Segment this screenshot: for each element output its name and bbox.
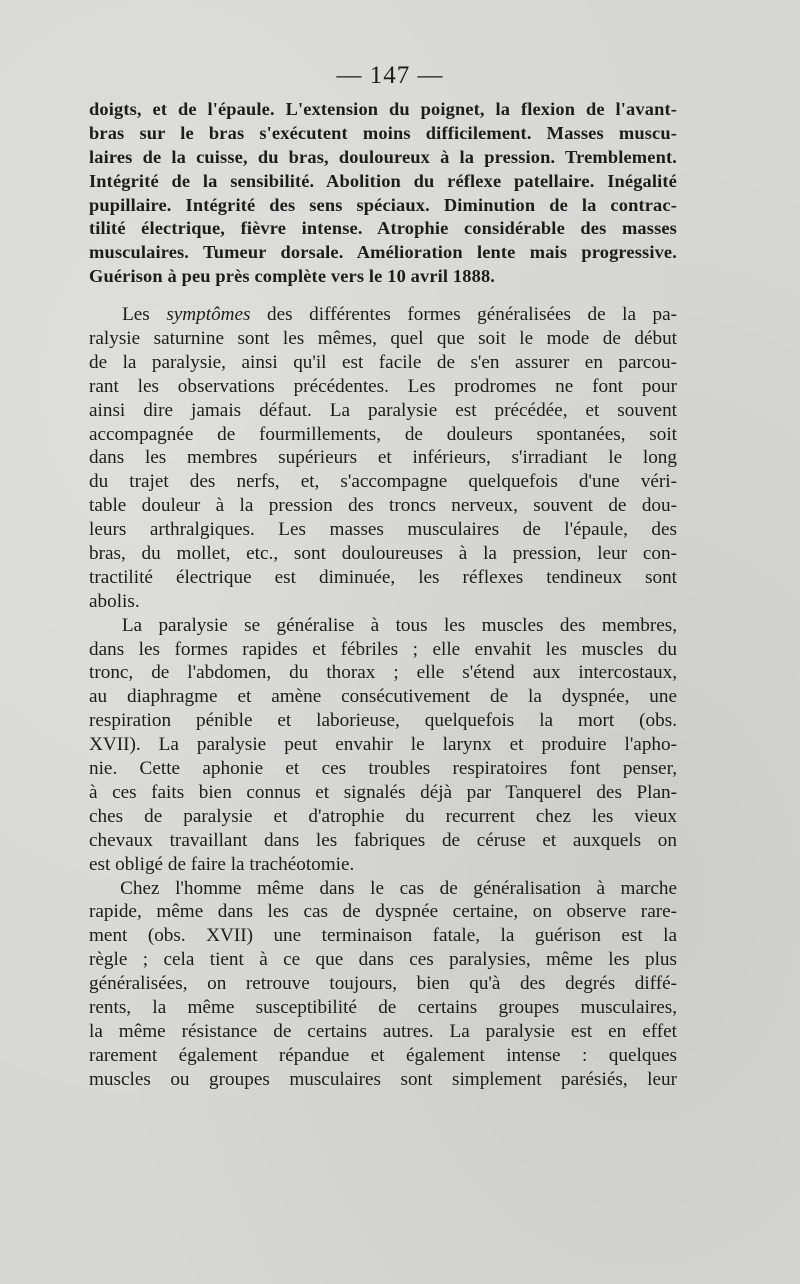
text-line: dans les membres supérieurs et inférieurs, s'irradiant le long — [89, 447, 677, 469]
text-line: du trajet des nerfs, et, s'accompagne quelquefois d'une véri- — [89, 471, 677, 493]
page-number: — 147 — — [336, 62, 444, 89]
text-line: rapide, même dans les cas de dyspnée certaine, on observe rare- — [89, 901, 677, 923]
text-line: tractilité électrique est diminuée, les réflexes tendineux sont — [89, 566, 677, 588]
generalisation-paragraph — [89, 614, 677, 877]
text-line: règle ; cela tient à ce que dans ces paralysies, même les plus — [89, 949, 677, 971]
text-line — [89, 303, 677, 327]
outcome-paragraph — [89, 877, 677, 1092]
text-line: chevaux travaillant dans les fabriques de céruse et auxquels on — [89, 829, 677, 851]
text-line: rarement également répandue et également intense : quelques — [89, 1044, 677, 1066]
text-line — [89, 877, 677, 901]
text-line: ches de paralysie et d'atrophie du recurrent chez les vieux — [89, 805, 677, 827]
text-line: au diaphragme et amène consécutivement de la dyspnée, une — [89, 686, 677, 708]
lead-word: Les — [122, 304, 150, 326]
text-line: de la paralysie, ainsi qu'il est facile de s'en assurer en parcou- — [89, 351, 677, 373]
text-line: la même résistance de certains autres. La paralysie est en effet — [89, 1020, 677, 1042]
text-line: musculaires. Tumeur dorsale. Amélioration lente mais progressive. — [89, 242, 677, 263]
text-line: à ces faits bien connus et signalés déjà par Tanquerel des Plan- — [89, 781, 677, 803]
text-line: laires de la cuisse, du bras, douloureux à la pression. Tremblement. — [89, 146, 677, 167]
observation-paragraph — [89, 98, 677, 289]
text-line: doigts, et de l'épaule. L'extension du poignet, la flexion de l'avant- — [89, 99, 677, 119]
text-line: table douleur à la pression des troncs nerveux, souvent de dou- — [89, 495, 677, 517]
text-line: XVII). La paralysie peut envahir le larynx et produire l'apho- — [89, 734, 677, 756]
text-line: abolis. — [89, 590, 140, 612]
text-line: tronc, de l'abdomen, du thorax ; elle s'étend aux intercostaux, — [89, 662, 677, 684]
text-line: Intégrité de la sensibilité. Abolition du réflexe patellaire. Inégalité — [89, 170, 677, 191]
line-rest: des différentes formes généralisées de la pa- — [267, 304, 677, 326]
text-line: ainsi dire jamais défaut. La paralysie est précédée, et souvent — [89, 399, 677, 421]
emphasized-word: symptômes — [166, 304, 251, 326]
line-rest: La paralysie se généralise à tous les muscles des membres, — [121, 614, 677, 636]
text-line: pupillaire. Intégrité des sens spéciaux. Diminution de la contrac- — [89, 194, 677, 215]
symptoms-paragraph — [89, 303, 677, 614]
text-line: est obligé de faire la trachéotomie. — [89, 853, 355, 875]
text-line: bras, du mollet, etc., sont douloureuses à la pression, leur con- — [89, 543, 677, 565]
text-line: ment (obs. XVII) une terminaison fatale, la guérison est la — [89, 925, 677, 947]
text-line: dans les formes rapides et fébriles ; elle envahit les muscles du — [89, 638, 677, 660]
text-line: ralysie saturnine sont les mêmes, quel que soit le mode de début — [89, 328, 677, 350]
text-line: rents, la même susceptibilité de certains groupes musculaires, — [89, 996, 677, 1018]
paragraph-gap — [89, 289, 677, 303]
text-line — [89, 614, 677, 638]
text-line: bras sur le bras s'exécutent moins difficilement. Masses muscu- — [89, 122, 677, 143]
body-text — [89, 98, 677, 1092]
line-rest: Chez l'homme même dans le cas de généralisation à marche — [120, 877, 677, 899]
text-line: accompagnée de fourmillements, de douleurs spontanées, soit — [89, 423, 677, 445]
text-line: tilité électrique, fièvre intense. Atrophie considérable des masses — [89, 218, 677, 239]
text-line: muscles ou groupes musculaires sont simplement parésiés, leur — [89, 1068, 677, 1090]
text-line: Guérison à peu près complète vers le 10 avril 1888. — [89, 266, 496, 287]
text-line: généralisées, on retrouve toujours, bien qu'à des degrés diffé- — [89, 973, 677, 995]
text-line: respiration pénible et laborieuse, quelquefois la mort (obs. — [89, 710, 677, 732]
text-line: rant les observations précédentes. Les prodromes ne font pour — [89, 375, 677, 397]
text-line: nie. Cette aphonie et ces troubles respiratoires font penser, — [89, 758, 677, 780]
text-line: leurs arthralgiques. Les masses musculaires de l'épaule, des — [89, 519, 677, 541]
